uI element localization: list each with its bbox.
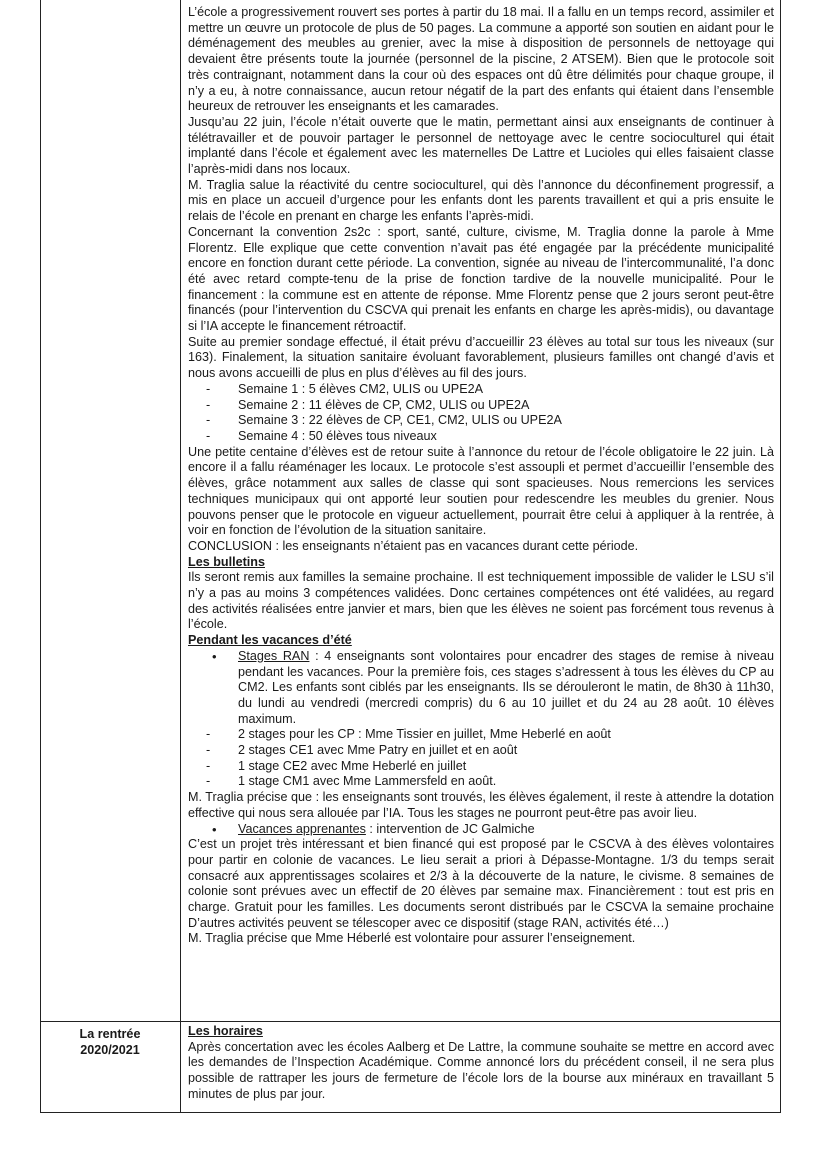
- table-row-divider: [40, 1021, 781, 1022]
- vacances-apprenantes-bullet: [188, 822, 774, 838]
- list-item: - Semaine 1 : 5 élèves CM2, ULIS ou UPE2A: [206, 382, 774, 398]
- stages-bullet: [188, 649, 774, 728]
- section-heading-bulletins: Les bulletins: [188, 554, 265, 569]
- table-border-bottom: [40, 1112, 781, 1113]
- paragraph: Après concertation avec les écoles Aalberg et De Lattre, la commune souhaite se mettre en accord avec les demandes de l’Inspection Académique. Comme annoncé lors du précédent conseil, il ne sera plus possible de rattraper les jours de fermeture de l’école lors de la bourse aux minéraux en travaillant 5 minutes de plus par jour.: [188, 1039, 774, 1101]
- list-item: - 2 stages pour les CP : Mme Tissier en juillet, Mme Heberlé en août: [206, 727, 774, 743]
- list-item: - Semaine 3 : 22 élèves de CP, CE1, CM2, ULIS ou UPE2A: [206, 413, 774, 429]
- bullet-icon: •: [212, 821, 217, 837]
- list-item: - 2 stages CE1 avec Mme Patry en juillet et en août: [206, 743, 774, 759]
- paragraph: M. Traglia précise que : les enseignants sont trouvés, les élèves également, il reste à attendre la dotation effective qui nous sera allouée par l’IA. Tous les stages ne pourront peut-être pas avoir lieu.: [188, 790, 774, 820]
- list-item: [210, 649, 774, 728]
- row-label-rentree: [60, 1026, 160, 1058]
- list-item: - 1 stage CM1 avec Mme Lammersfeld en août.: [206, 774, 774, 790]
- list-item: - Semaine 4 : 50 élèves tous niveaux: [206, 429, 774, 445]
- vacances-apprenantes-label: Vacances apprenantes: [238, 821, 366, 836]
- table-border-left: [40, 0, 41, 1112]
- weeks-list: [188, 382, 774, 445]
- paragraph: Une petite centaine d’élèves est de retour suite à l’annonce du retour de l’école obligatoire le 22 juin. Là encore il a fallu réaménager les locaux. Le protocole s’est assoupli et permet d’accueillir l’ensemble des élèves, grâce notamment aux salles de classe qui sont spacieuses. Nous remercions les services techniques municipaux qui ont apporté leur soutien pour redescendre les meubles du grenier. Nous pouvons penser que le protocole en vigueur actuellement, pourrait être celui à appliquer à la rentrée, à voir en fonction de l’évolution de la situation sanitaire.: [188, 444, 774, 538]
- list-item: - Semaine 2 : 11 élèves de CP, CM2, ULIS ou UPE2A: [206, 398, 774, 414]
- paragraph: Ils seront remis aux familles la semaine prochaine. Il est techniquement impossible de valider le LSU s’il n’y a pas au moins 3 compétences validées. Donc certaines compétences ont été validées, au regard des activités réalisées entre janvier et mars, bien que les élèves ne soient pas forcément tous revenus à l’école.: [188, 570, 774, 632]
- paragraph: CONCLUSION : les enseignants n’étaient pas en vacances durant cette période.: [188, 538, 639, 553]
- paragraph: Suite au premier sondage effectué, il était prévu d’accueillir 23 élèves au total sur tous les niveaux (sur 163). Finalement, la situation sanitaire évoluant favorablement, plusieurs familles ont changé d’avis et nous avons accueilli de plus en plus d’élèves au fil des jours.: [188, 334, 774, 381]
- paragraph: Concernant la convention 2s2c : sport, santé, culture, civisme, M. Traglia donne la parole à Mme Florentz. Elle explique que cette convention n’avait pas été engagée par la précédente municipalité encore en fonction durant cette période. La convention, signée au niveau de l’intercommunalité, l’a donc été avec retard compte-tenu de la prise de fonction tardive de la nouvelle municipalité. Pour le financement : la commune est en attente de réponse. Mme Florentz pense que 2 jours seront peut-être financés (pour l’intervention du CSCVA qui prenait les enfants en charge les après-midis), ou davantage si l’IA accepte le financement rétroactif.: [188, 224, 774, 334]
- table-border-right: [780, 0, 781, 1112]
- row-content-reopening: [188, 5, 774, 947]
- paragraph: Jusqu’au 22 juin, l’école n’était ouverte que le matin, permettant ainsi aux enseignants de continuer à télétravailler et de pouvoir partager le personnel de nettoyage avec le centre socioculturel qui était implanté dans l’école et également avec les maternelles De Lattre et Lucioles qui elles faisaient classe l’après-midi dans nos locaux.: [188, 114, 774, 177]
- vacances-apprenantes-text: : intervention de JC Galmiche: [365, 821, 535, 836]
- paragraph: M. Traglia précise que Mme Héberlé est volontaire pour assurer l’enseignement.: [188, 931, 636, 946]
- row-label-line: La rentrée: [79, 1027, 141, 1041]
- row-label-line: 2020/2021: [80, 1043, 140, 1057]
- section-heading-vacances: Pendant les vacances d’été: [188, 633, 352, 648]
- list-item: - 1 stage CE2 avec Mme Heberlé en juillet: [206, 759, 774, 775]
- row-content-rentree: [188, 1024, 774, 1103]
- table-column-divider: [180, 0, 181, 1112]
- list-item: [210, 822, 774, 838]
- paragraph: C’est un projet très intéressant et bien financé qui est proposé par le CSCVA à des élèves volontaires pour partir en colonie de vacances. Le lieu serait a priori à Dépasse-Montagne. 1/3 du temps serait consacré aux apprentissages scolaires et 2/3 à la découverte de la nature, le civisme. 8 semaines de colonie sont prévues avec un effectif de 20 élèves par semaine max. Financièrement : tout est pris en charge. Gratuit pour les familles. Les documents seront distribués par le CSCVA la semaine prochaine D’autres activités peuvent se télescoper avec ce dispositif (stage RAN, activités été…): [188, 837, 774, 930]
- stages-label: Stages RAN: [238, 648, 310, 663]
- bullet-icon: •: [212, 648, 217, 664]
- stages-text: : 4 enseignants sont volontaires pour encadrer des stages de remise à niveau pendant les vacances. Pour la première fois, ces stages s’adressent à tous les élèves du CP au CM2. Les enfants sont ciblés par les enseignants. Ils se dérouleront le matin, de 8h30 à 11h30, du lundi au vendredi (mercredi compris) du 6 au 10 juillet et du 24 au 28 août. 10 élèves maximum.: [238, 648, 774, 726]
- stages-list: [188, 727, 774, 790]
- paragraph: L’école a progressivement rouvert ses portes à partir du 18 mai. Il a fallu en un temps record, assimiler et mettre un œuvre un protocole de plus de 50 pages. La commune a apporté son soutien en aidant pour le déménagement des meubles au grenier, avec la mise à disposition de personnels de nettoyage qui devaient être présents toute la journée (personnel de la piscine, 2 ATSEM). Bien que le protocole soit très contraignant, notamment dans la cour où des espaces ont dû être délimités pour chaque groupe, il n’y a eu, à notre connaissance, aucun retour négatif de la part des enfants qui étaient dans l’ensemble heureux de retrouver les enseignants et les camarades.: [188, 5, 774, 114]
- paragraph: M. Traglia salue la réactivité du centre socioculturel, qui dès l’annonce du déconfinement progressif, a mis en place un accueil d’urgence pour les enfants dont les parents travaillent et qui a pris ensuite le relais de l’école en prenant en charge les enfants l’après-midi.: [188, 177, 774, 224]
- section-heading-horaires: Les horaires: [188, 1024, 263, 1038]
